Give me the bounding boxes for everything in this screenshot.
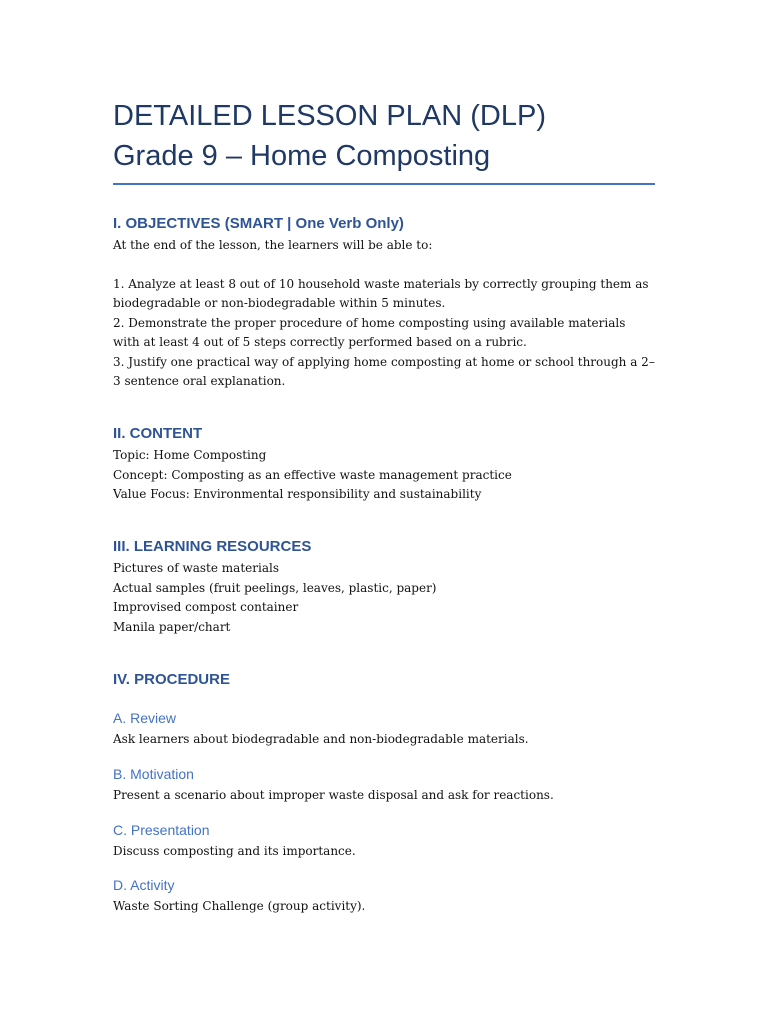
resource-item: Pictures of waste materials <box>113 561 279 575</box>
title-line-1: DETAILED LESSON PLAN (DLP) <box>113 100 546 132</box>
content-topic: Topic: Home Composting <box>113 448 267 462</box>
content-value-focus: Value Focus: Environmental responsibility and sustainability <box>113 487 482 501</box>
content-section <box>113 424 655 505</box>
procedure-heading: IV. PROCEDURE <box>113 671 230 688</box>
objectives-heading: I. OBJECTIVES (SMART | One Verb Only) <box>113 215 404 232</box>
objectives-intro: At the end of the lesson, the learners will be able to: <box>113 238 433 252</box>
resource-item: Improvised compost container <box>113 600 299 614</box>
procedure-step-activity <box>113 875 655 917</box>
step-title: B. Motivation <box>113 766 194 782</box>
step-text: Discuss composting and its importance. <box>113 844 356 858</box>
procedure-section <box>113 670 655 690</box>
step-text: Waste Sorting Challenge (group activity). <box>113 899 366 913</box>
content-concept: Concept: Composting as an effective waste management practice <box>113 467 512 482</box>
content-heading: II. CONTENT <box>113 425 203 442</box>
objective-item-3: 3. Justify one practical way of applying home composting at home or school through a 2–3 sentence oral explanation. <box>113 354 655 388</box>
resources-section <box>113 537 655 637</box>
objective-item-1: 1. Analyze at least 8 out of 10 household waste materials by correctly grouping them as biodegradable or non-biodegradable within 5 minutes. <box>113 276 649 310</box>
step-title: A. Review <box>113 710 177 726</box>
step-title: D. Activity <box>113 877 175 893</box>
resources-heading: III. LEARNING RESOURCES <box>113 538 312 555</box>
document-title <box>113 96 655 185</box>
procedure-step-review <box>113 708 655 750</box>
step-text: Present a scenario about improper waste disposal and ask for reactions. <box>113 788 554 802</box>
step-title: C. Presentation <box>113 822 210 838</box>
procedure-step-motivation <box>113 764 655 806</box>
title-underline <box>113 183 655 185</box>
procedure-step-presentation <box>113 820 655 862</box>
resource-item: Actual samples (fruit peelings, leaves, plastic, paper) <box>113 580 437 595</box>
title-line-2: Grade 9 – Home Composting <box>113 140 491 172</box>
objectives-section <box>113 214 655 392</box>
step-text: Ask learners about biodegradable and non-biodegradable materials. <box>113 732 529 746</box>
objective-item-2: 2. Demonstrate the proper procedure of home composting using available materials with at least 4 out of 5 steps correctly performed based on a rubric. <box>113 315 626 349</box>
resource-item: Manila paper/chart <box>113 619 231 634</box>
